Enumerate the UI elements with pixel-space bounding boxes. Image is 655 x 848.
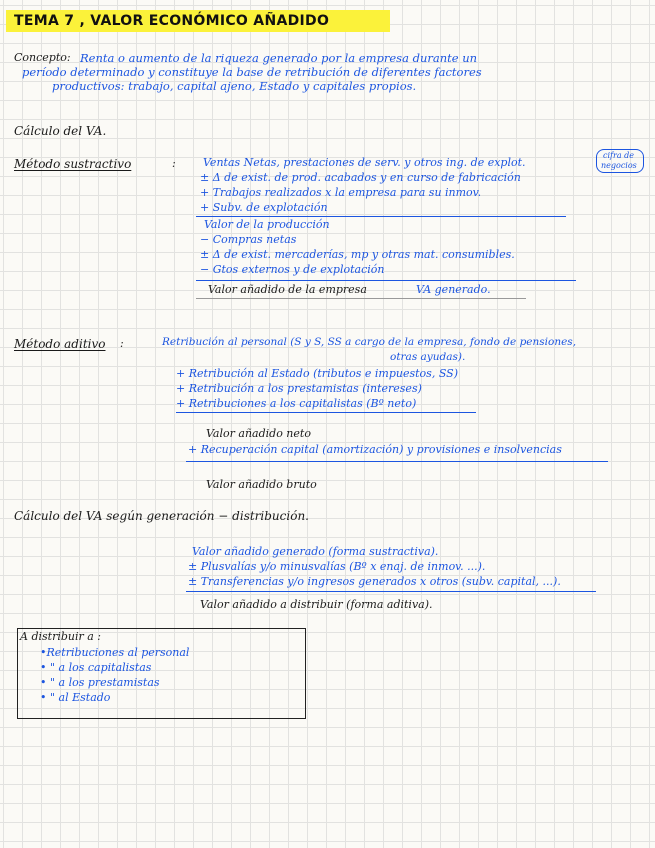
distribuir-item-personal: •Retribuciones al personal xyxy=(40,646,190,659)
va-generado-tag: VA generado. xyxy=(416,283,491,296)
concepto-line-3: productivos: trabajo, capital ajeno, Estado y capitales propios. xyxy=(52,79,417,93)
sustractivo-line-6: − Compras netas xyxy=(200,233,297,246)
aditivo-line-3: + Retribución a los prestamistas (intereses) xyxy=(176,382,422,395)
sustractivo-line-7: ± Δ de exist. mercaderías, mp y otras mat. consumibles. xyxy=(200,248,515,261)
aditivo-label: Método aditivo xyxy=(14,337,106,351)
concepto-line-2: período determinado y constituye la base de retribución de diferentes factores xyxy=(22,65,482,79)
side-note-1: cifra de xyxy=(603,151,634,160)
calculo-heading: Cálculo del VA. xyxy=(14,124,107,138)
sustractivo-line-2: ± Δ de exist. de prod. acabados y en curso de fabricación xyxy=(200,171,521,184)
valor-anadido-distribuir: Valor añadido a distribuir (forma aditiva). xyxy=(200,598,433,611)
aditivo-colon: : xyxy=(120,337,124,350)
generacion-heading: Cálculo del VA según generación − distribución. xyxy=(14,509,309,523)
sustractivo-line-4: + Subv. de explotación xyxy=(200,201,328,214)
aditivo-line-2: + Retribución al Estado (tributos e impuestos, SS) xyxy=(176,367,458,380)
valor-anadido-empresa: Valor añadido de la empresa xyxy=(208,283,367,296)
sustractivo-line-1: Ventas Netas, prestaciones de serv. y otros ing. de explot. xyxy=(203,156,526,169)
distribuir-item-capitalistas: • " a los capitalistas xyxy=(40,661,152,674)
generacion-line-1: Valor añadido generado (forma sustractiva). xyxy=(192,545,439,558)
sustractivo-line-3: + Trabajos realizados x la empresa para su inmov. xyxy=(200,186,482,199)
aditivo-divider-2 xyxy=(186,461,608,462)
aditivo-line-4: + Retribuciones a los capitalistas (Bº neto) xyxy=(176,397,417,410)
aditivo-divider-1 xyxy=(176,412,476,413)
generacion-line-3: ± Transferencias y/o ingresos generados x otros (subv. capital, ...). xyxy=(188,575,561,588)
page-title: TEMA 7 , VALOR ECONÓMICO AÑADIDO xyxy=(14,13,330,29)
sustractivo-divider-1 xyxy=(196,216,566,217)
distribuir-title: A distribuir a : xyxy=(20,630,102,643)
generacion-divider xyxy=(186,591,596,592)
aditivo-line-1: Retribución al personal (S y S, SS a cargo de la empresa, fondo de pensiones, xyxy=(162,336,577,348)
distribuir-item-prestamistas: • " a los prestamistas xyxy=(40,676,160,689)
distribuir-item-estado: • " al Estado xyxy=(40,691,111,704)
sustractivo-divider-2 xyxy=(196,280,576,281)
recuperacion-capital: + Recuperación capital (amortización) y provisiones e insolvencias xyxy=(188,443,562,456)
side-note-2: negocios xyxy=(601,161,637,170)
valor-anadido-neto: Valor añadido neto xyxy=(206,427,311,440)
concepto-label: Concepto: xyxy=(14,51,71,64)
sustractivo-divider-3 xyxy=(196,298,526,299)
aditivo-line-1b: otras ayudas). xyxy=(390,351,466,363)
sustractivo-colon: : xyxy=(172,157,176,170)
sustractivo-line-8: − Gtos externos y de explotación xyxy=(200,263,385,276)
valor-anadido-bruto: Valor añadido bruto xyxy=(206,478,317,491)
valor-produccion: Valor de la producción xyxy=(204,218,330,231)
sustractivo-label: Método sustractivo xyxy=(14,157,132,171)
concepto-line-1: Renta o aumento de la riqueza generado por la empresa durante un xyxy=(80,51,478,65)
generacion-line-2: ± Plusvalías y/o minusvalías (Bº x enaj. de inmov. ...). xyxy=(188,560,486,573)
